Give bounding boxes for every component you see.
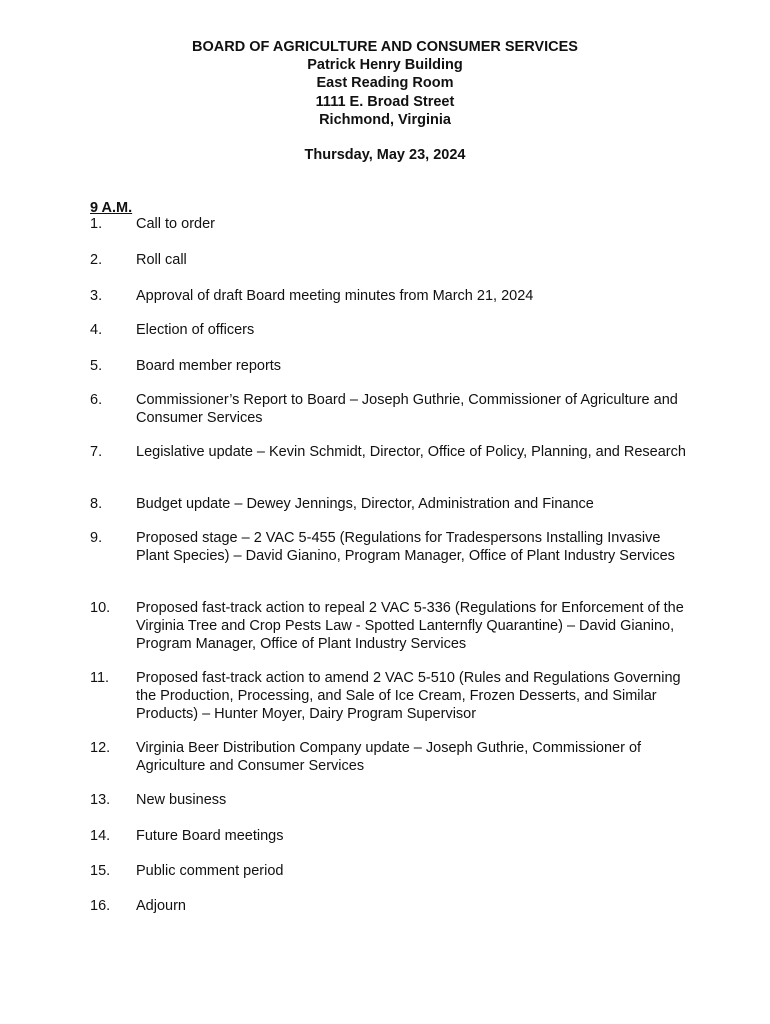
item-number: 11. xyxy=(90,670,110,686)
item-number: 12. xyxy=(90,740,111,756)
session-time: 9 A.M. xyxy=(90,200,133,216)
item-text: Legislative update – Kevin Schmidt, Director, Office of Policy, Planning, and Research xyxy=(136,444,686,460)
item-number: 4. xyxy=(90,322,103,338)
item-number: 7. xyxy=(90,444,103,460)
item-text: Approval of draft Board meeting minutes from March 21, 2024 xyxy=(136,288,534,304)
item-text: Proposed stage – 2 VAC 5-455 (Regulations for Tradespersons Installing Invasive Plant Species) – David Gianino, Program Manager, Office of Plant Industry Services xyxy=(136,530,675,565)
item-number: 1. xyxy=(90,216,103,232)
building-name: Patrick Henry Building xyxy=(307,57,463,74)
item-text: Budget update – Dewey Jennings, Director, Administration and Finance xyxy=(136,496,594,512)
item-number: 10. xyxy=(90,600,111,616)
item-number: 6. xyxy=(90,392,103,408)
agenda-header xyxy=(0,38,770,129)
room-name: East Reading Room xyxy=(316,75,454,92)
item-text: Commissioner’s Report to Board – Joseph Guthrie, Commissioner of Agriculture and Consumer Services xyxy=(136,392,678,427)
item-text: Board member reports xyxy=(136,358,282,374)
item-text: Proposed fast-track action to repeal 2 VAC 5-336 (Regulations for Enforcement of the Virginia Tree and Crop Pests Law - Spotted Lanternfly Quarantine) – David Gianino, Program Manager, Office of Plant Industry Services xyxy=(136,600,684,653)
item-number: 8. xyxy=(90,496,103,512)
item-number: 15. xyxy=(90,863,111,879)
city-state: Richmond, Virginia xyxy=(319,111,451,128)
item-text: Election of officers xyxy=(136,322,255,338)
item-text: Public comment period xyxy=(136,863,284,879)
item-text: Proposed fast-track action to amend 2 VAC 5-510 (Rules and Regulations Governing the Production, Processing, and Sale of Ice Cream, Frozen Desserts, and Similar Products) – Hunter Moyer, Dairy Program Supervisor xyxy=(136,670,681,723)
item-text: Future Board meetings xyxy=(136,828,284,844)
meeting-date: Thursday, May 23, 2024 xyxy=(304,147,466,163)
street-address: 1111 E. Broad Street xyxy=(315,93,455,110)
item-text: Virginia Beer Distribution Company update – Joseph Guthrie, Commissioner of Agriculture and Consumer Services xyxy=(136,740,642,775)
item-number: 14. xyxy=(90,828,111,844)
item-text: New business xyxy=(136,792,227,808)
item-number: 13. xyxy=(90,792,111,808)
item-text: Call to order xyxy=(136,216,215,232)
item-number: 3. xyxy=(90,288,103,304)
item-text: Adjourn xyxy=(136,898,186,914)
board-title: BOARD OF AGRICULTURE AND CONSUMER SERVICES xyxy=(192,39,578,55)
item-number: 9. xyxy=(90,530,103,546)
item-text: Roll call xyxy=(136,252,187,268)
item-number: 2. xyxy=(90,252,103,268)
item-number: 16. xyxy=(90,898,111,914)
item-number: 5. xyxy=(90,358,103,374)
